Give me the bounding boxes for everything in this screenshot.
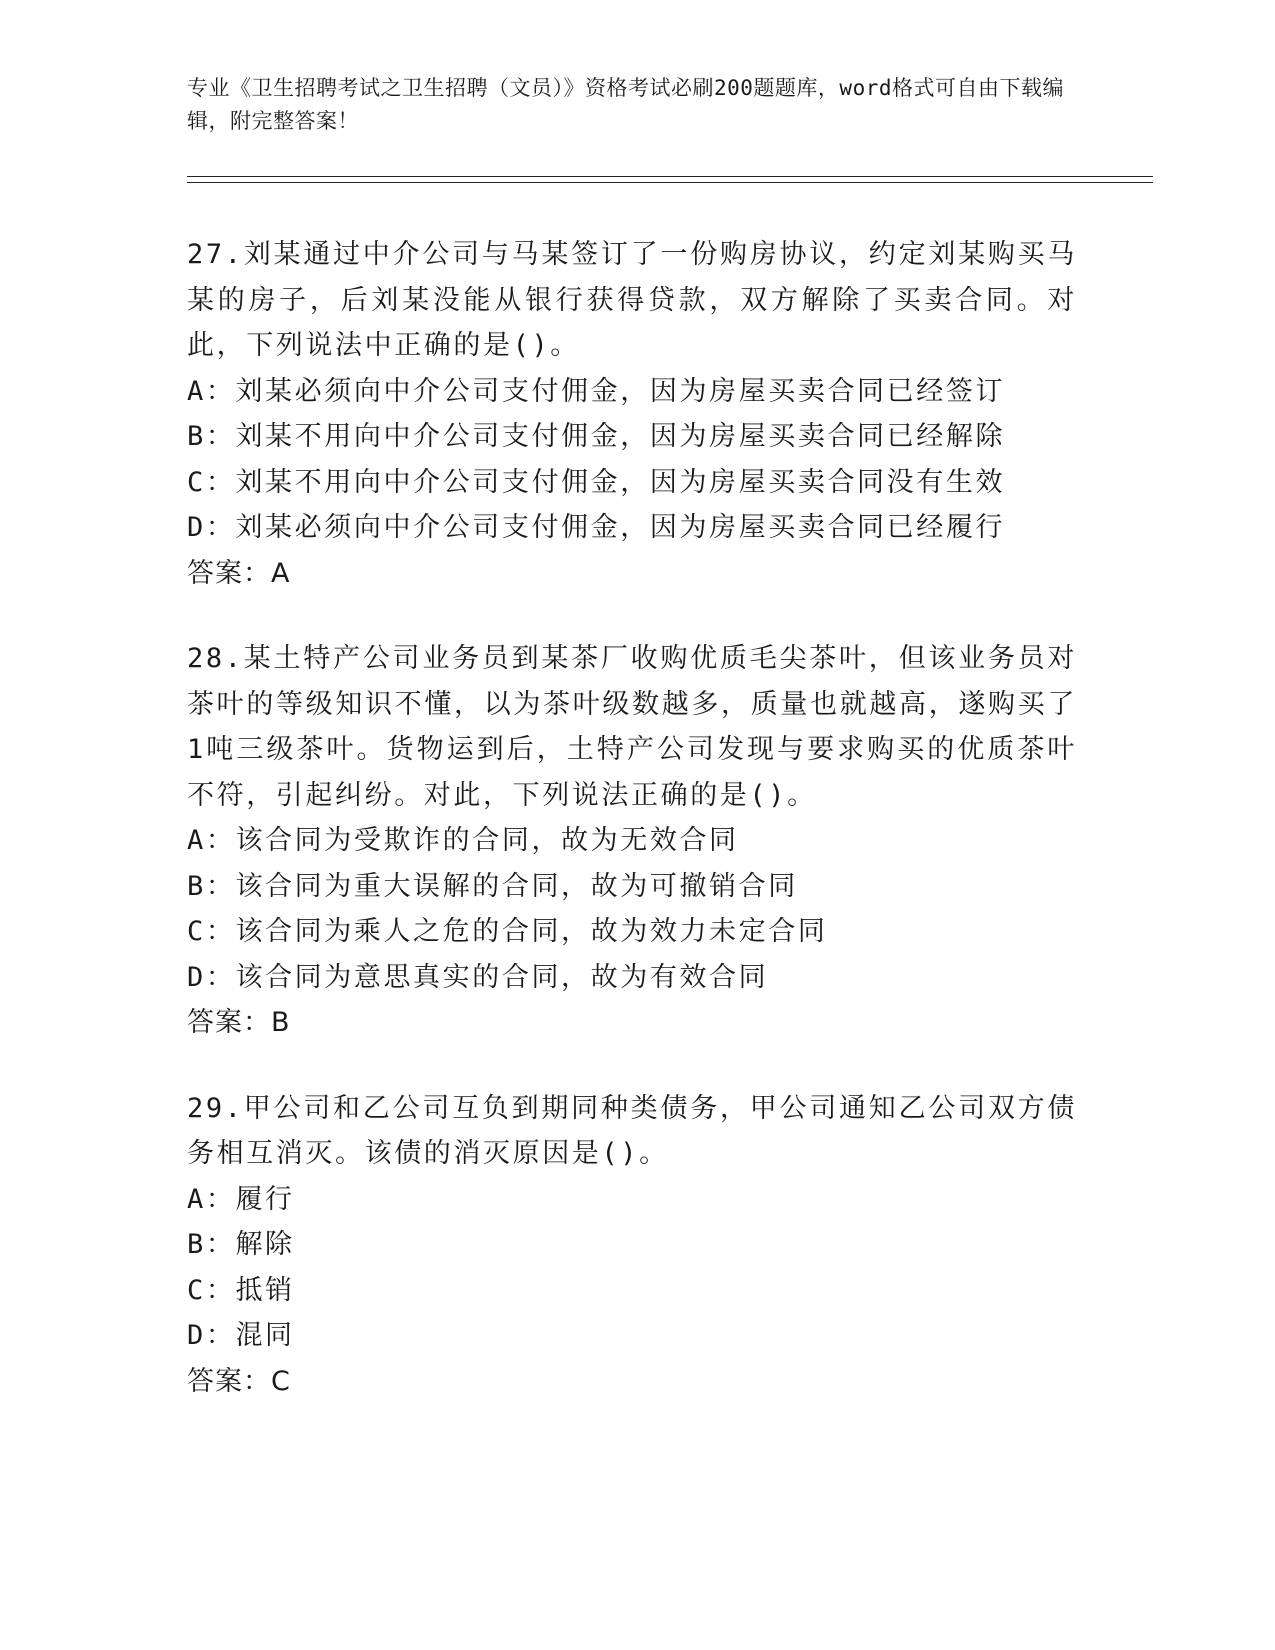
- option-c: C：刘某不用向中介公司支付佣金，因为房屋买卖合同没有生效: [187, 466, 1006, 498]
- question-stem: 28.某土特产公司业务员到某茶厂收购优质毛尖茶叶，但该业务员对茶叶的等级知识不懂，以为茶叶级数越多，质量也就越高，遂购买了1吨三级茶叶。货物运到后，土特产公司发现与要求购买的优质茶叶不符，引起纠纷。对此，下列说法正确的是()。: [187, 643, 1077, 811]
- option-d: D：刘某必须向中介公司支付佣金，因为房屋买卖合同已经履行: [187, 512, 1006, 543]
- option-a: A：履行: [187, 1183, 295, 1215]
- answer: 答案：A: [187, 557, 291, 589]
- option-b: B：该合同为重大误解的合同，故为可撤销合同: [187, 870, 798, 902]
- question-27: [187, 232, 1087, 596]
- question-stem: 29.甲公司和乙公司互负到期同种类债务，甲公司通知乙公司双方债务相互消灭。该债的消灭原因是()。: [187, 1092, 1077, 1169]
- question-29: [187, 1086, 1087, 1405]
- answer: 答案：C: [187, 1365, 291, 1397]
- option-c: C：抵销: [187, 1274, 295, 1306]
- document-header: 专业《卫生招聘考试之卫生招聘（文员）》资格考试必刷200题题库，word格式可自由下载编辑，附完整答案！: [187, 76, 1064, 133]
- option-d: D：混同: [187, 1320, 295, 1351]
- option-b: B：刘某不用向中介公司支付佣金，因为房屋买卖合同已经解除: [187, 421, 1006, 452]
- option-c: C：该合同为乘人之危的合同，故为效力未定合同: [187, 916, 828, 947]
- option-b: B：解除: [187, 1229, 295, 1260]
- option-d: D：该合同为意思真实的合同，故为有效合同: [187, 961, 769, 993]
- question-28: [187, 636, 1087, 1046]
- header-divider-bottom: [187, 182, 1153, 183]
- header-divider-top: [187, 176, 1153, 177]
- question-stem: 27.刘某通过中介公司与马某签订了一份购房协议，约定刘某购买马某的房子，后刘某没能从银行获得贷款，双方解除了买卖合同。对此，下列说法中正确的是()。: [187, 239, 1077, 361]
- question-list: [187, 232, 1087, 1444]
- option-a: A：刘某必须向中介公司支付佣金，因为房屋买卖合同已经签订: [187, 375, 1006, 407]
- option-a: A：该合同为受欺诈的合同，故为无效合同: [187, 825, 739, 856]
- answer: 答案：B: [187, 1007, 291, 1038]
